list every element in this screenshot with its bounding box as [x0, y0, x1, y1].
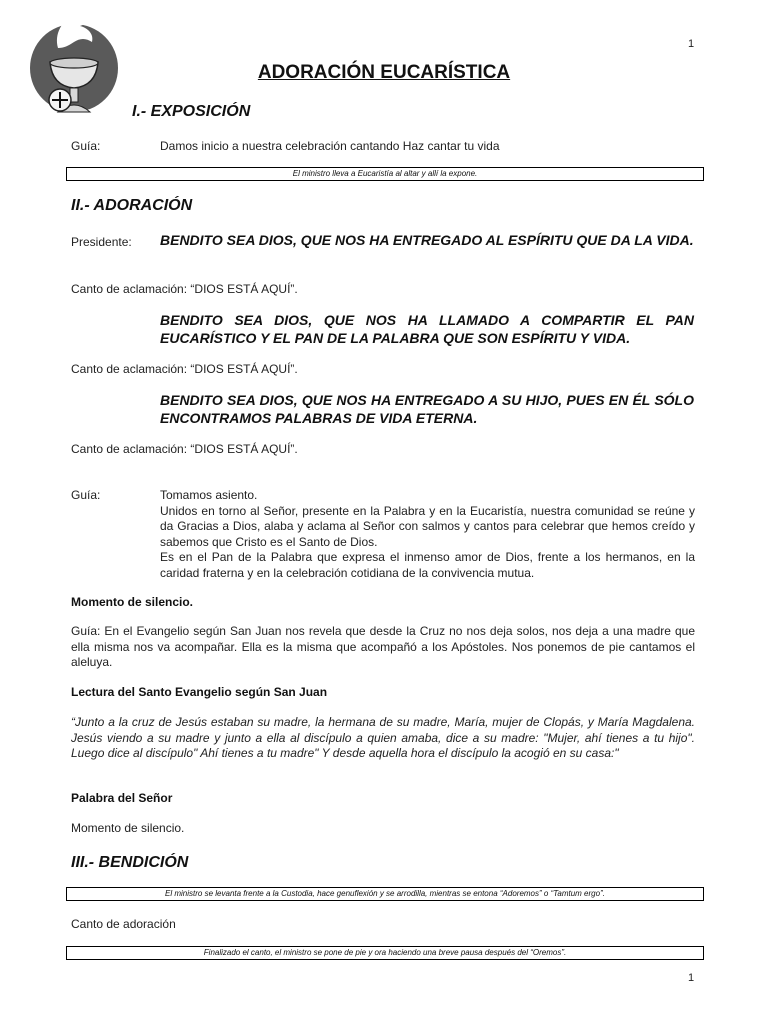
momento-silencio-2: Momento de silencio. [71, 821, 185, 835]
bendito-prayer-2: BENDITO SEA DIOS, QUE NOS HA LLAMADO A COMPARTIR EL PAN EUCARÍSTICO Y EL PAN DE LA PALABRA QUE SON ESPÍRITU Y VIDA. [160, 312, 694, 346]
guia-line-1: Tomamos asiento. [160, 488, 258, 502]
momento-silencio-heading: Momento de silencio. [71, 595, 194, 609]
presidente-label: Presidente: [71, 235, 132, 249]
guia-label: Guía: [71, 139, 101, 153]
canto-adoracion: Canto de adoración [71, 917, 176, 931]
guia-evangelio-text: Guía: En el Evangelio según San Juan nos revela que desde la Cruz no nos deja solos, nos deja a una madre que ella misma nos va acompañar. Ella es la misma que acompañó a los Apóstoles. Nos ponemos de pie cantamos el aleluya. [71, 624, 695, 669]
page-title: ADORACIÓN EUCARÍSTICA [257, 62, 511, 83]
guia-label-2: Guía: [71, 488, 101, 502]
lectura-heading: Lectura del Santo Evangelio según San Juan [71, 685, 328, 699]
guia-line-3: Es en el Pan de la Palabra que expresa el inmenso amor de Dios, frente a los hermanos, en la caridad fraterna y en la celebración cotidiana de la convivencia mutua. [160, 550, 695, 580]
section-heading-bendicion: III.- BENDICIÓN [71, 854, 189, 871]
section-heading-adoracion: II.- ADORACIÓN [71, 197, 193, 214]
guia-paragraph [160, 488, 695, 581]
rubric-note-bendicion-2: Finalizado el canto, el ministro se pone de pie y ora haciendo una breve pausa después del “Oremos”. [66, 946, 704, 960]
lectura-text: “Junto a la cruz de Jesús estaban su madre, la hermana de su madre, María, mujer de Clopás, y María Magdalena. Jesús viendo a su madre y junto a ella al discípulo a quien amaba, dice a su madre: "Mujer, ahí tienes a tu hijo". Luego dice al discípulo" Ahí tienes a tu madre" Y desde aquella hora el discípulo la acogió en su casa:" [71, 715, 695, 760]
canto-aclamacion-2: Canto de aclamación: “DIOS ESTÁ AQUÍ”. [71, 362, 298, 376]
palabra-del-senor: Palabra del Señor [71, 791, 173, 805]
guia-line-2: Unidos en torno al Señor, presente en la Palabra y en la Eucaristía, nuestra comunidad se reúne y da Gracias a Dios, alaba y aclama al Señor con salmos y cantos para celebrar que hemos creído y sabemos que Cristo es el Santo de Dios. [160, 503, 695, 549]
page-number-bottom: 1 [688, 972, 695, 984]
rubric-note: El ministro lleva a Eucaristía al altar y allí la expone. [66, 167, 704, 181]
bendito-prayer-1: BENDITO SEA DIOS, QUE NOS HA ENTREGADO AL ESPÍRITU QUE DA LA VIDA. [160, 232, 694, 248]
page-number-top: 1 [688, 38, 695, 50]
canto-aclamacion-3: Canto de aclamación: “DIOS ESTÁ AQUÍ”. [71, 442, 298, 456]
guia-text: Damos inicio a nuestra celebración cantando Haz cantar tu vida [160, 139, 500, 153]
rubric-note-bendicion-1: El ministro se levanta frente a la Custodia, hace genuflexión y se arrodilla, mientras se entona “Adoremos” o “Tamtum ergo”. [66, 887, 704, 901]
section-heading-exposicion: I.- EXPOSICIÓN [132, 103, 251, 120]
canto-aclamacion-1: Canto de aclamación: “DIOS ESTÁ AQUÍ”. [71, 282, 298, 296]
bendito-prayer-3: BENDITO SEA DIOS, QUE NOS HA ENTREGADO A SU HIJO, PUES EN ÉL SÓLO ENCONTRAMOS PALABRAS DE VIDA ETERNA. [160, 392, 694, 426]
